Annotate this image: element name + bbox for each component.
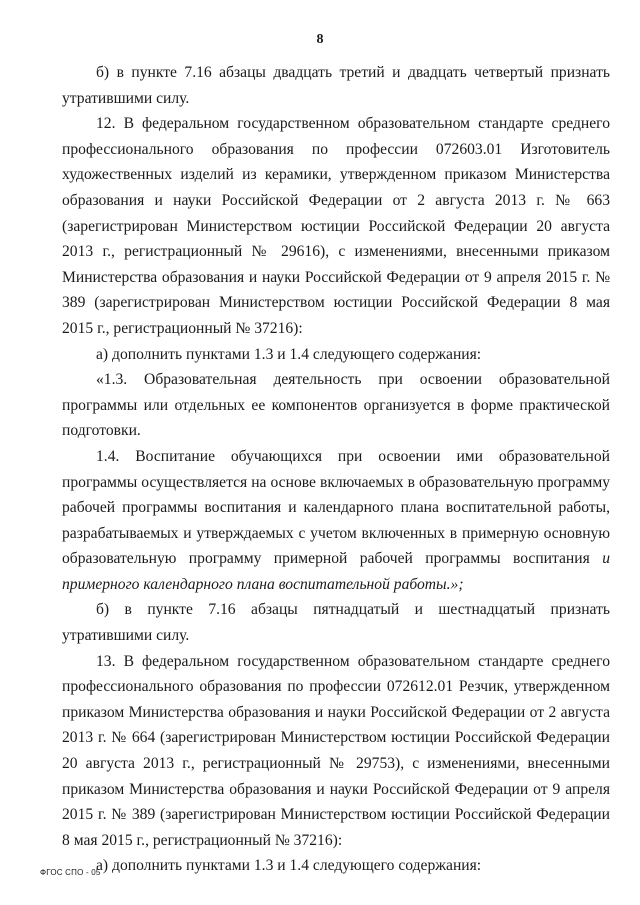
paragraph-1-4-italic-ending: и примерного календарного плана воспитательной работы.»; — [62, 550, 610, 593]
paragraph-12-b: б) в пункте 7.16 абзацы пятнадцатый и шестнадцатый признать утратившими силу. — [62, 601, 610, 645]
paragraph-1-4-text: 1.4. Воспитание обучающихся при освоении ими образовательной программы осуществляется на основе включаемых в образовательную программу рабочей программы воспитания и календарного плана воспитательной работы, разрабатываемых и утверждаемых с учетом включенных в примерную основную образовательную программу примерной рабочей программы воспитания — [62, 447, 610, 568]
page-number: 8 — [316, 32, 324, 47]
paragraph-13-a: а) дополнить пунктами 1.3 и 1.4 следующего содержания: — [96, 857, 482, 875]
paragraph-13-heading: 13. В федеральном государственном образовательном стандарте среднего профессионального образования по профессии 072612.01 Резчик, утвержденном приказом Министерства образования и науки Российской Федерации от 2 августа 2013 г. № 664 (зарегистрирован Министерством юстиции Российской Федерации 20 августа 2013 г., регистрационный № 29753), с изменениями, внесенными приказом Министерства образования и науки Российской Федерации от 9 апреля 2015 г. № 389 (зарегистрирован Министерством юстиции Российской Федерации 8 мая 2015 г., регистрационный № 37216): — [62, 652, 610, 849]
paragraph-12-heading: 12. В федеральном государственном образовательном стандарте среднего профессионального образования по профессии 072603.01 Изготовитель художественных изделий из керамики, утвержденном приказом Министерства образования и науки Российской Федерации от 2 августа 2013 г. № 663 (зарегистрирован Министерством юстиции Российской Федерации 20 августа 2013 г., регистрационный № 29616), с изменениями, внесенными приказом Министерства образования и науки Российской Федерации от 9 апреля 2015 г. № 389 (зарегистрирован Министерством юстиции Российской Федерации 8 мая 2015 г., регистрационный № 37216): — [62, 115, 610, 337]
footer-code: ФГОС СПО - 05 — [40, 868, 101, 877]
document-body — [62, 60, 610, 879]
paragraph-1-3-quote: «1.3. Образовательная деятельность при освоении образовательной программы или отдельных ее компонентов организуется в форме практической подготовки. — [62, 371, 610, 440]
paragraph-12-a: а) дополнить пунктами 1.3 и 1.4 следующего содержания: — [96, 345, 482, 363]
paragraph-1-4 — [62, 444, 610, 598]
paragraph-7-16-amendment: б) в пункте 7.16 абзацы двадцать третий и двадцать четвертый признать утратившими силу. — [62, 64, 610, 107]
